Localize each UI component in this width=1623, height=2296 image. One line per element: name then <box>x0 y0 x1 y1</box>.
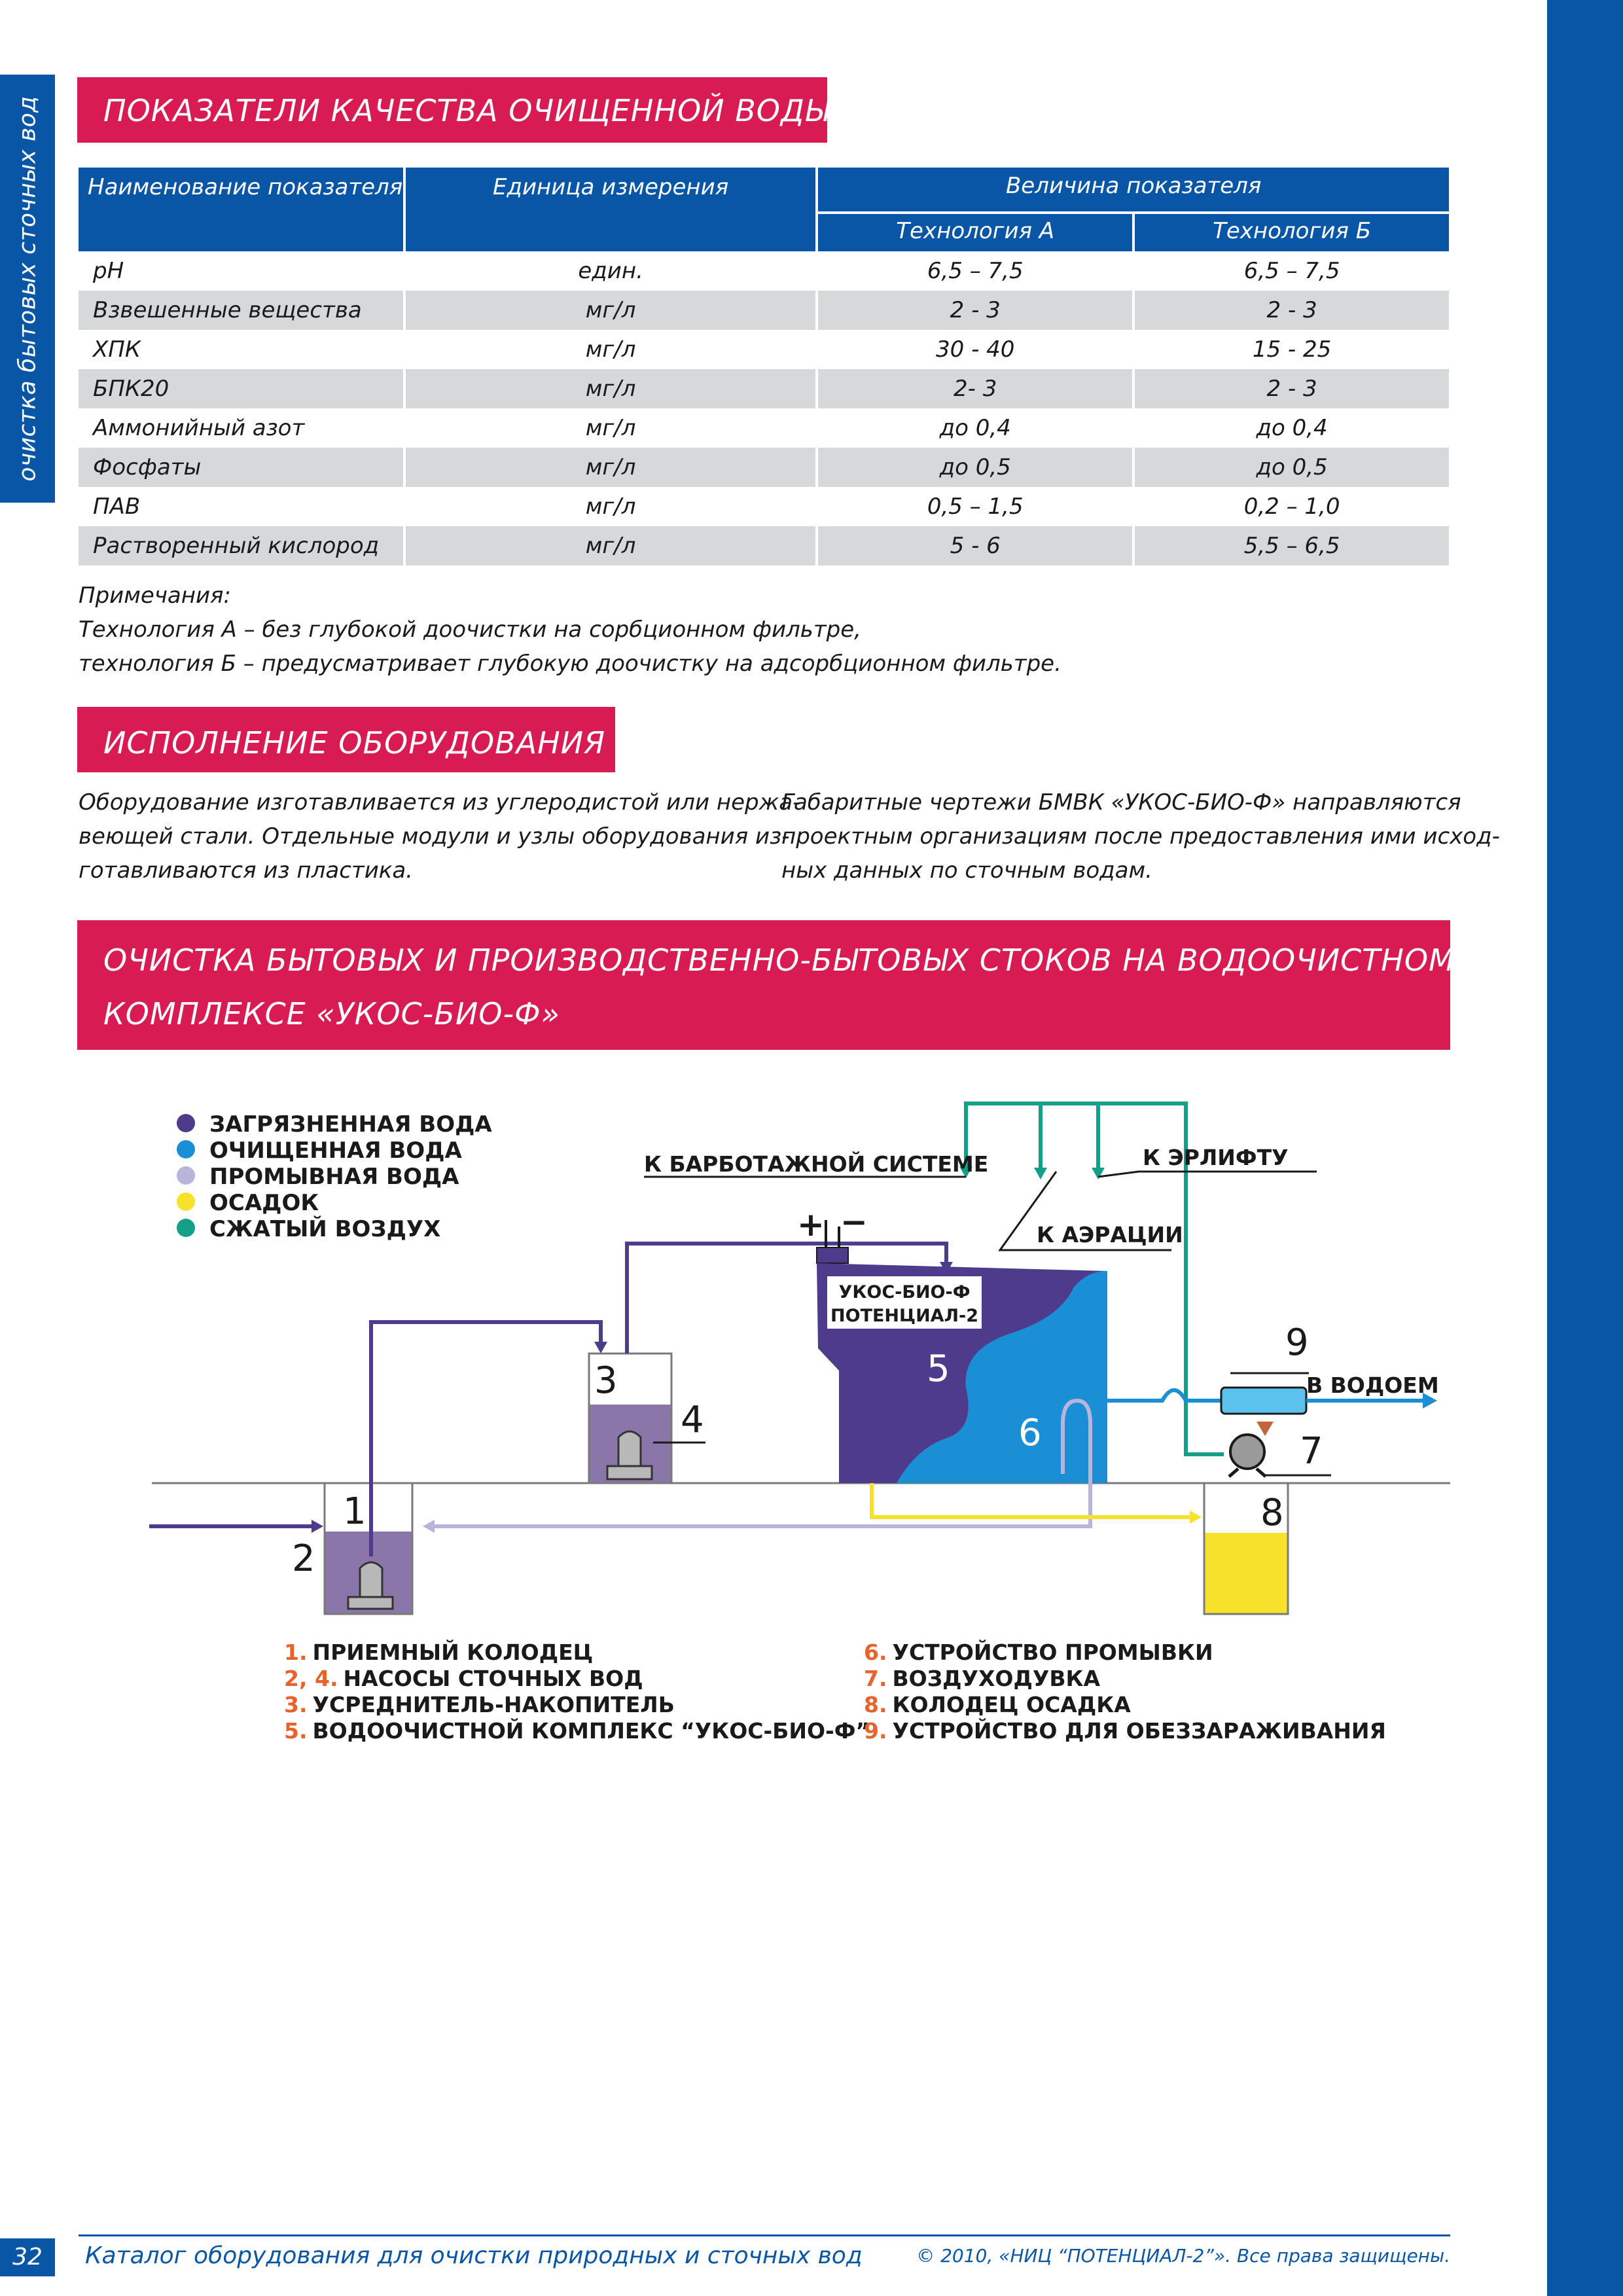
label-to-water-body: В ВОДОЕМ <box>1306 1372 1439 1398</box>
blower-leg <box>1229 1469 1238 1477</box>
diagram-key-left <box>284 1639 870 1744</box>
outlet-pipe-left <box>1107 1390 1221 1401</box>
cell-unit: мг/л <box>403 526 815 565</box>
cell-unit: мг/л <box>403 291 815 330</box>
key-text: НАСОСЫ СТОЧНЫХ ВОД <box>343 1666 643 1691</box>
arrow-left-icon <box>423 1520 435 1533</box>
paragraph-line: Оборудование изготавливается из углеродистой или нержа- <box>79 789 801 816</box>
notes-line-2: технология Б – предусматривает глубокую доочистку на адсорбционном фильтре. <box>79 651 1061 677</box>
cell-tech-a: 30 - 40 <box>815 330 1132 369</box>
cell-tech-b: до 0,5 <box>1132 448 1449 487</box>
key-text: УСТРОЙСТВО ПРОМЫВКИ <box>892 1640 1213 1665</box>
pump-4-base <box>607 1466 652 1479</box>
key-item <box>864 1666 1100 1691</box>
section-heading-quality-text: ПОКАЗАТЕЛИ КАЧЕСТВА ОЧИЩЕННОЙ ВОДЫ <box>103 93 830 128</box>
arrow-right-icon <box>1190 1511 1202 1524</box>
table-header-unit: Единица измерения <box>403 168 815 251</box>
complex-name-line-2: ПОТЕНЦИАЛ-2 <box>830 1306 978 1326</box>
paragraph-line: ных данных по сточным водам. <box>781 857 1152 884</box>
key-item <box>864 1717 1386 1744</box>
cell-tech-a: 0,5 – 1,5 <box>815 487 1132 526</box>
pump-2-icon <box>360 1562 382 1600</box>
pump-2-base <box>348 1597 393 1609</box>
cell-name: Аммонийный азот <box>93 415 305 441</box>
sludge-well-sludge <box>1204 1533 1288 1614</box>
legend-swatch-wash <box>177 1166 195 1185</box>
notes-title: Примечания: <box>79 583 231 609</box>
key-number: 1. <box>284 1640 308 1665</box>
page-number: 32 <box>0 2238 55 2276</box>
key-number: 3. <box>284 1692 308 1717</box>
label-to-airlift: К ЭРЛИФТУ <box>1143 1145 1289 1170</box>
arrow-down-icon <box>1034 1168 1047 1179</box>
key-number: 2, 4. <box>284 1666 338 1691</box>
section-heading-scheme-line-1: ОЧИСТКА БЫТОВЫХ И ПРОИЗВОДСТВЕННО-БЫТОВЫХ СТОКОВ НА ВОДООЧИСТНОМ <box>103 942 1455 978</box>
cell-tech-b: 2 - 3 <box>1132 369 1449 408</box>
cell-name: ХПК <box>93 336 141 363</box>
cell-unit: мг/л <box>403 369 815 408</box>
paragraph-line: Габаритные чертежи БМВК «УКОС-БИО-Ф» направляются <box>781 789 1461 816</box>
marker-1: 1 <box>343 1490 366 1533</box>
key-item <box>864 1692 1131 1717</box>
footer-catalog-title: Каталог оборудования для очистки природных и сточных вод <box>85 2242 863 2269</box>
cell-unit: мг/л <box>403 448 815 487</box>
key-item <box>284 1717 870 1744</box>
cell-tech-a: до 0,5 <box>815 448 1132 487</box>
key-number: 9. <box>864 1718 887 1744</box>
cell-tech-a: 5 - 6 <box>815 526 1132 565</box>
label-to-barbotage: К БАРБОТАЖНОЙ СИСТЕМЕ <box>644 1151 989 1177</box>
key-text: УСТРОЙСТВО ДЛЯ ОБЕЗЗАРАЖИВАНИЯ <box>892 1718 1386 1744</box>
cell-name: Взвешенные вещества <box>79 291 403 330</box>
cell-name: БПК20 <box>79 369 403 408</box>
cell-unit: мг/л <box>403 408 815 448</box>
marker-7: 7 <box>1300 1430 1323 1473</box>
cell-tech-b: до 0,4 <box>1132 408 1449 448</box>
label-to-aeration: К АЭРАЦИИ <box>1037 1222 1183 1247</box>
marker-4: 4 <box>681 1399 704 1441</box>
section-heading-scheme-line-2: КОМПЛЕКСЕ «УКОС-БИО-Ф» <box>103 996 561 1031</box>
marker-3: 3 <box>594 1359 618 1402</box>
cell-tech-a: до 0,4 <box>815 408 1132 448</box>
legend-swatch-cleaned <box>177 1140 195 1158</box>
marker-6: 6 <box>1018 1412 1042 1454</box>
table-header-tech-a: Технология А <box>815 214 1132 251</box>
cell-tech-b: 0,2 – 1,0 <box>1132 487 1449 526</box>
key-item <box>864 1639 1213 1665</box>
legend-swatch-polluted <box>177 1114 195 1132</box>
side-tab-label: очистка бытовых сточных вод <box>14 96 41 482</box>
legend-swatch-sludge <box>177 1193 195 1211</box>
inlet-arrow-icon <box>312 1520 323 1533</box>
arrow-down-icon <box>594 1342 607 1354</box>
diagram-key-right <box>864 1639 1386 1744</box>
paragraph-line: веющей стали. Отдельные модули и узлы оборудования из- <box>79 823 790 850</box>
legend-label: ЗАГРЯЗНЕННАЯ ВОДА <box>209 1111 492 1138</box>
legend-label: ОЧИЩЕННАЯ ВОДА <box>209 1138 462 1164</box>
table-header-name: Наименование показателя <box>79 168 403 251</box>
paragraph-line: проектным организациям после предоставления ими исход- <box>781 823 1500 850</box>
legend-item <box>177 1190 319 1216</box>
cell-tech-a: 2 - 3 <box>815 291 1132 330</box>
cell-tech-a: 6,5 – 7,5 <box>815 251 1132 291</box>
blower-leg <box>1257 1469 1266 1477</box>
key-number: 6. <box>864 1640 887 1665</box>
cell-name: pH <box>93 258 124 284</box>
key-item <box>284 1666 643 1691</box>
table-header-tech-b: Технология Б <box>1132 214 1449 251</box>
cell-tech-b: 5,5 – 6,5 <box>1132 526 1449 565</box>
cell-tech-b: 15 - 25 <box>1132 330 1449 369</box>
cell-name: Фосфаты <box>79 448 403 487</box>
legend-item <box>177 1215 440 1242</box>
section-heading-equipment-text: ИСПОЛНЕНИЕ ОБОРУДОВАНИЯ <box>103 725 606 761</box>
legend-swatch-air <box>177 1219 195 1237</box>
blower-intake-icon <box>1257 1422 1274 1436</box>
power-plus-icon: + <box>797 1206 825 1244</box>
key-text: КОЛОДЕЦ ОСАДКА <box>892 1692 1131 1717</box>
legend-label: ОСАДОК <box>209 1190 319 1216</box>
wash-return-pipe <box>432 1525 1090 1526</box>
power-connector <box>817 1247 848 1263</box>
marker-9: 9 <box>1285 1321 1309 1364</box>
legend-item <box>177 1138 462 1164</box>
cell-tech-b: 2 - 3 <box>1132 291 1449 330</box>
cell-name: ПАВ <box>93 493 141 520</box>
cell-name: Растворенный кислород <box>79 526 403 565</box>
diagram-legend <box>177 1111 492 1242</box>
key-number: 5. <box>284 1718 308 1744</box>
legend-label: СЖАТЫЙ ВОЗДУХ <box>209 1216 441 1242</box>
disinfection-device <box>1221 1388 1306 1414</box>
pump-4-icon <box>618 1431 641 1470</box>
complex-name-line-1: УКОС-БИО-Ф <box>838 1282 971 1302</box>
footer-copyright: © 2010, «НИЦ “ПОТЕНЦИАЛ-2”». Все права защищены. <box>916 2245 1450 2267</box>
cell-tech-b: 6,5 – 7,5 <box>1132 251 1449 291</box>
key-text: ПРИЕМНЫЙ КОЛОДЕЦ <box>312 1640 594 1665</box>
legend-label: ПРОМЫВНАЯ ВОДА <box>209 1164 459 1190</box>
legend-item <box>177 1164 459 1190</box>
airlift-leader <box>1098 1172 1317 1177</box>
power-minus-icon: − <box>840 1203 868 1241</box>
key-text: УСРЕДНИТЕЛЬ-НАКОПИТЕЛЬ <box>312 1692 675 1717</box>
marker-2: 2 <box>292 1537 315 1580</box>
cell-unit: мг/л <box>403 330 815 369</box>
marker-5: 5 <box>927 1348 950 1390</box>
table-header-value: Величина показателя <box>815 168 1449 214</box>
key-text: ВОЗДУХОДУВКА <box>892 1666 1100 1691</box>
key-number: 7. <box>864 1666 887 1691</box>
sludge-pipe <box>872 1483 1192 1517</box>
marker-8: 8 <box>1260 1492 1284 1534</box>
notes-line-1: Технология А – без глубокой доочистки на сорбционном фильтре, <box>79 617 861 643</box>
key-number: 8. <box>864 1692 887 1717</box>
cell-tech-a: 2- 3 <box>815 369 1132 408</box>
cell-unit: един. <box>403 251 815 291</box>
cell-unit: мг/л <box>403 487 815 526</box>
blower-icon <box>1230 1435 1264 1469</box>
paragraph-line: готавливаются из пластика. <box>79 857 413 884</box>
key-text: ВОДООЧИСТНОЙ КОМПЛЕКС “УКОС-БИО-Ф” <box>312 1718 870 1744</box>
key-item <box>284 1692 675 1717</box>
key-item <box>284 1639 593 1665</box>
footer-rule <box>79 2234 1450 2236</box>
arrow-down-icon <box>1092 1168 1105 1179</box>
legend-item <box>177 1111 492 1138</box>
